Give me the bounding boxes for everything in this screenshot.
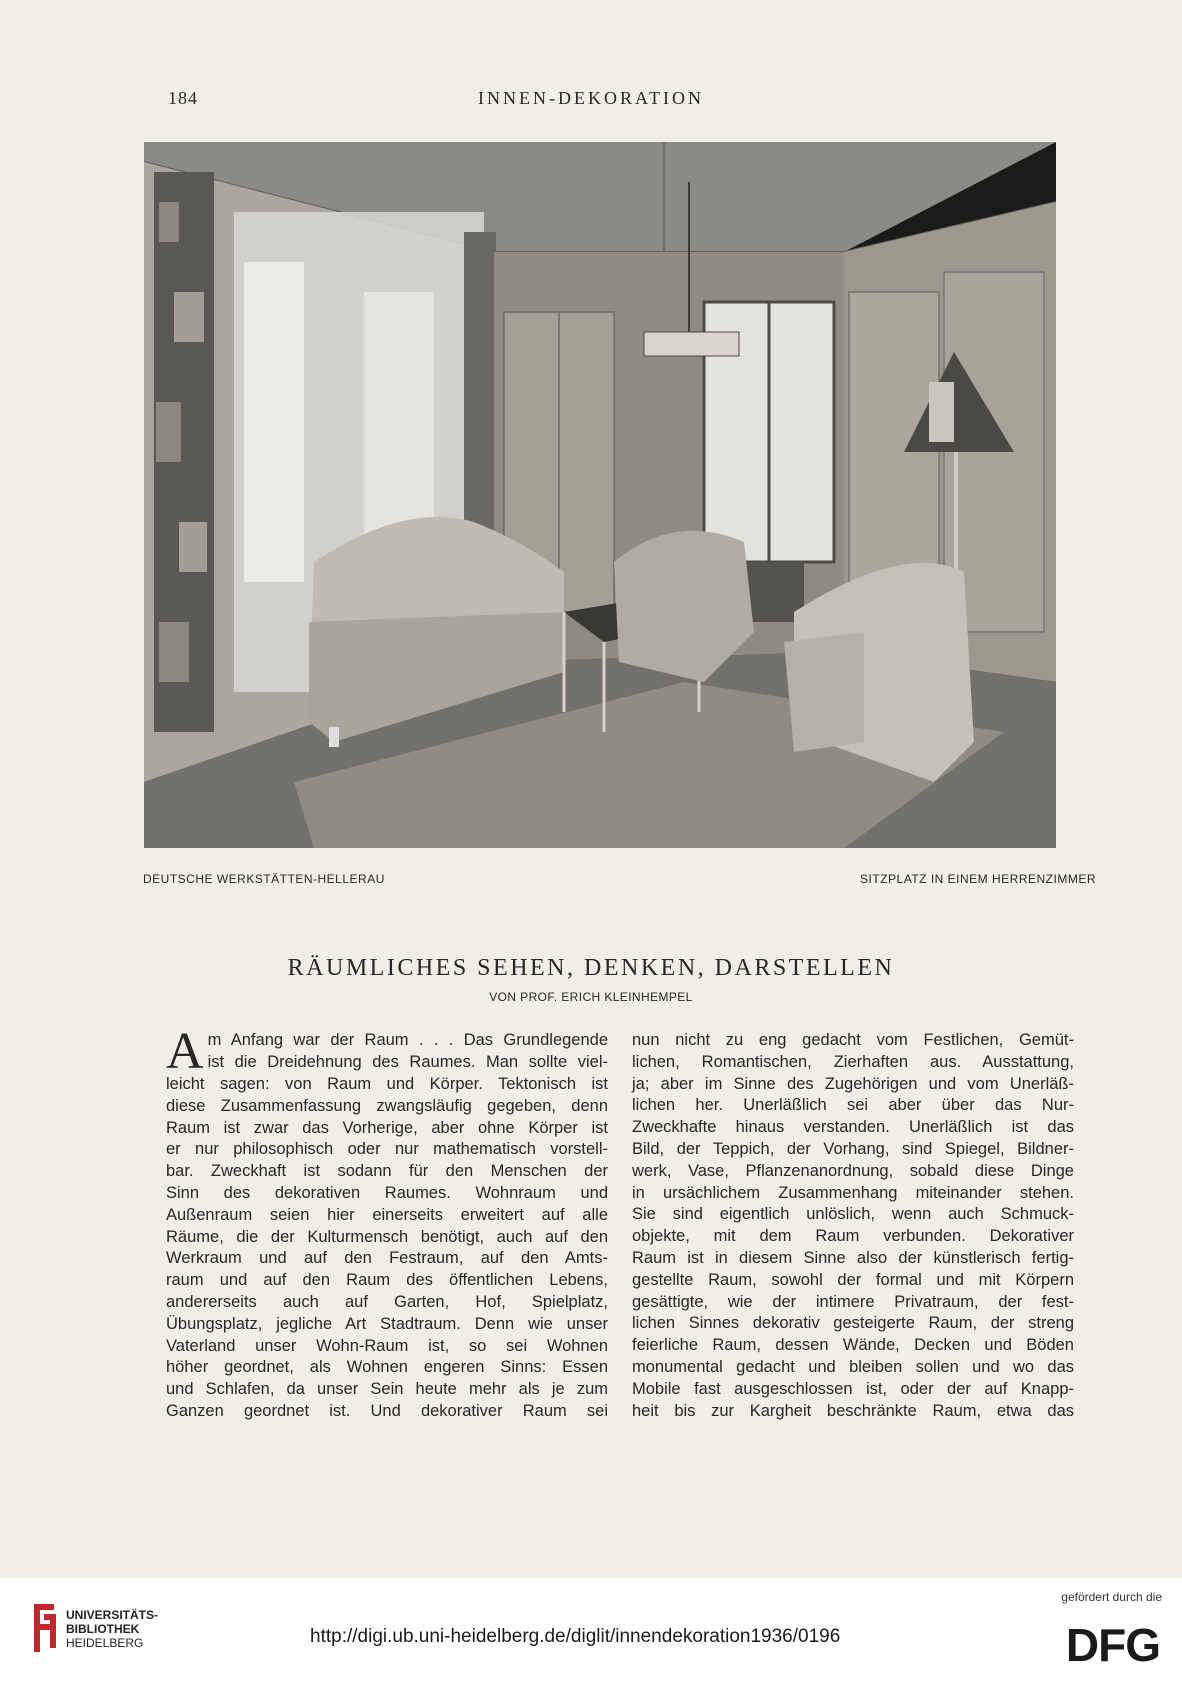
library-logo-icon [30,1600,60,1656]
library-name: UNIVERSITÄTS- BIBLIOTHEK HEIDELBERG [66,1608,159,1650]
text-line: heit bis zur Kargheit beschränkte Raum, etwa das [632,1401,1074,1420]
text-line: nun nicht zu eng gedacht vom Festlichen, Gemüt- [632,1031,1074,1049]
text-line: lichen her. Unerläßlich sei aber über das Nur- [632,1096,1074,1115]
text-line: Übungsplatz, jegliche Art Stadtraum. Denn wie unser [166,1314,608,1333]
text-line: lichen Sinnes dekorativ gesteigerte Raum, der streng [632,1314,1074,1333]
text-line: ja; aber im Sinne des Zugehörigen und vom Unerläß- [632,1074,1074,1093]
text-line: Bild, der Teppich, der Vorhang, sind Spiegel, Bildner- [632,1139,1074,1158]
photo-caption-credit: DEUTSCHE WERKSTÄTTEN-HELLERAU [143,872,385,886]
text-line: monumental gedacht und bleiben sollen und wo das [632,1357,1074,1376]
photo-caption-title: SITZPLATZ IN EINEM HERRENZIMMER [860,872,1096,886]
drop-cap: A [166,1023,204,1080]
text-line: Räume, die der Kulturmensch benötigt, auch auf den [166,1227,608,1246]
text-line: er nur philosophisch oder nur mathematisch vorstell- [166,1140,608,1159]
article-byline: VON PROF. ERICH KLEINHEMPEL [489,990,693,1004]
funding-note: gefördert durch die [1061,1590,1162,1604]
digitization-url[interactable]: http://digi.ub.uni-heidelberg.de/diglit/innendekoration1936/0196 [310,1626,841,1647]
article-title: RÄUMLICHES SEHEN, DENKEN, DARSTELLEN [287,955,895,981]
text-line: leicht sagen: von Raum und Körper. Tektonisch ist [166,1075,608,1093]
page-number: 184 [168,88,198,108]
text-line: Sinn des dekorativen Raumes. Wohnraum und [166,1183,608,1202]
interior-photo [144,142,1056,848]
text-line: ist die Dreidehnung des Raumes. Man sollte viel- [207,1052,608,1071]
digitization-footer [0,1578,1182,1694]
text-line: andererseits auch auf Garten, Hof, Spielplatz, [166,1292,608,1311]
text-line: werk, Vase, Pflanzenanordnung, sobald diese Dinge [632,1161,1074,1180]
text-column-right [632,1030,1074,1422]
text-line: Werkraum und auf den Festraum, auf den Amts- [166,1249,608,1268]
text-line: lichen, Romantischen, Zierhaften aus. Ausstattung, [632,1052,1074,1071]
text-line: Mobile fast ausgeschlossen ist, oder der auf Knapp- [632,1379,1074,1398]
dfg-logo: DFG [1065,1619,1160,1671]
running-head: INNEN-DEKORATION [478,88,704,108]
text-line: raum und auf den Raum des öffentlichen Lebens, [166,1271,608,1290]
text-line: Raum ist in diesem Sinne also der künstlerisch fertig- [632,1248,1074,1267]
text-line: Raum ist zwar das Vorherige, aber ohne Körper ist [166,1118,608,1137]
text-line: bar. Zweckhaft ist sodann für den Menschen der [166,1162,608,1181]
text-line: Vaterland unser Wohn-Raum ist, so sei Wohnen [166,1336,608,1355]
text-line: Sie sind eigentlich unlöslich, wenn auch Schmuck- [632,1205,1074,1224]
text-line: höher geordnet, als Wohnen engeren Sinns: Essen [166,1358,608,1377]
text-line: diese Zusammenfassung zwangsläufig gegeben, denn [166,1096,608,1115]
text-line: m Anfang war der Raum . . . Das Grundlegende [207,1031,608,1049]
text-line: Zweckhafte hinaus verstanden. Unerläßlich ist das [632,1118,1074,1137]
text-line: in ursächlichem Zusammenhang miteinander stehen. [632,1183,1074,1202]
text-line: und Schlafen, da unser Sein heute mehr als je zum [166,1380,608,1399]
text-column-left [166,1023,608,1423]
text-line: objekte, mit dem Raum verbunden. Dekorativer [632,1227,1074,1246]
text-line: gesättigte, wie der intimere Privatraum, der fest- [632,1292,1074,1311]
text-line: Außenraum seien hier einerseits erweitert auf alle [166,1205,608,1224]
text-line: gestellte Raum, sowohl der formal und mit Körpern [632,1270,1074,1289]
text-line: Ganzen geordnet ist. Und dekorativer Raum sei [166,1401,608,1420]
text-line: feierliche Raum, dessen Wände, Decken und Böden [632,1336,1074,1355]
